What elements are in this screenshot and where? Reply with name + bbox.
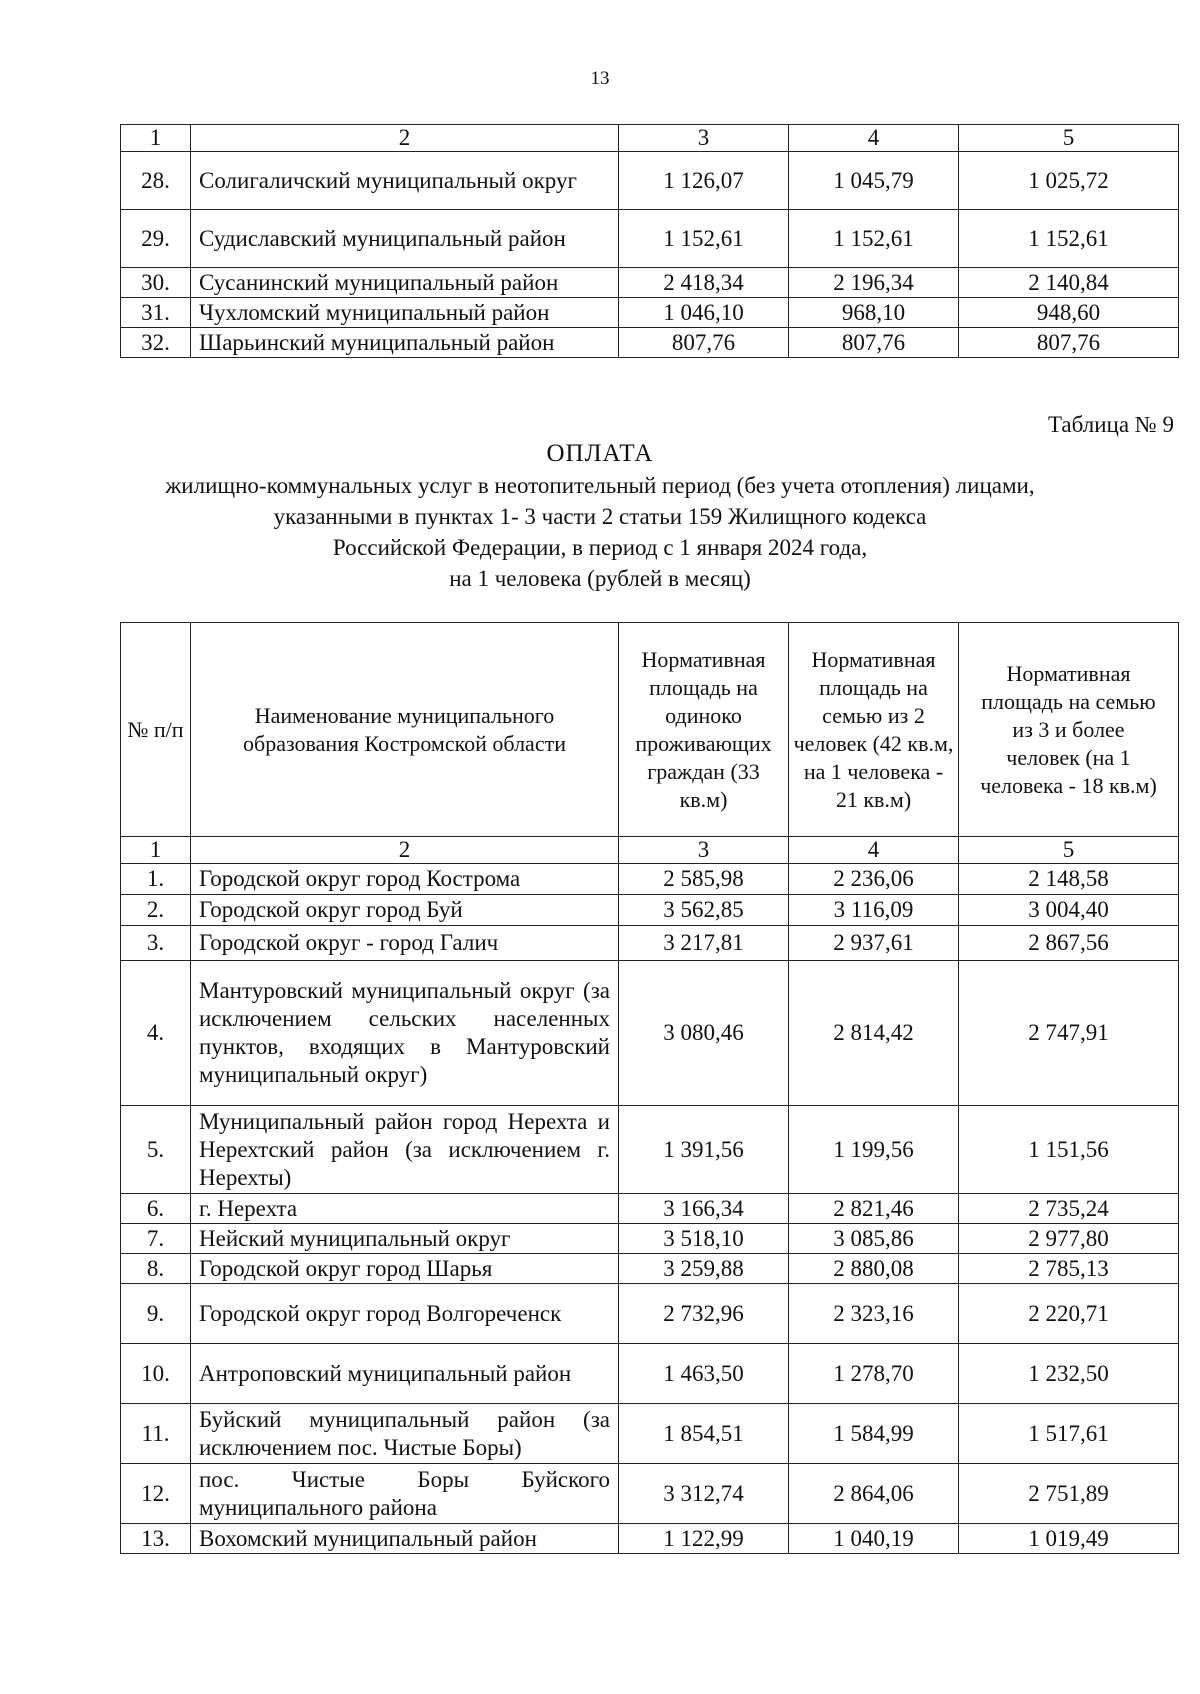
table-subtitle-line: Российской Федерации, в период с 1 января 2024 года, xyxy=(332,535,868,560)
row-number: 28. xyxy=(121,152,191,210)
col-number: 3 xyxy=(619,125,789,152)
value-cell: 2 785,13 xyxy=(959,1254,1179,1284)
row-number: 4. xyxy=(121,961,191,1106)
value-cell: 3 259,88 xyxy=(619,1254,789,1284)
value-cell: 2 585,98 xyxy=(619,864,789,895)
header-family-3: Нормативная площадь на семью из 3 и более человек (на 1 человека - 18 кв.м) xyxy=(959,623,1179,837)
column-number-row xyxy=(121,125,1179,152)
table-row xyxy=(121,895,1179,926)
col-number: 3 xyxy=(619,837,789,864)
municipality-name: г. Нерехта xyxy=(191,1194,619,1224)
value-cell: 3 166,34 xyxy=(619,1194,789,1224)
column-number-row xyxy=(121,837,1179,864)
municipality-name: Мантуровский муниципальный округ (за исключением сельских населенных пунктов, входящих в Мантуровский муниципальный округ) xyxy=(191,961,619,1106)
value-cell: 2 977,80 xyxy=(959,1224,1179,1254)
value-cell: 3 080,46 xyxy=(619,961,789,1106)
row-number: 11. xyxy=(121,1404,191,1464)
value-cell: 2 747,91 xyxy=(959,961,1179,1106)
value-cell: 968,10 xyxy=(789,298,959,328)
table-row xyxy=(121,328,1179,358)
header-family-2: Нормативная площадь на семью из 2 человек (42 кв.м, на 1 человека - 21 кв.м) xyxy=(789,623,959,837)
municipality-name: Нейский муниципальный округ xyxy=(191,1224,619,1254)
value-cell: 1 046,10 xyxy=(619,298,789,328)
row-number: 9. xyxy=(121,1284,191,1344)
table-row xyxy=(121,1344,1179,1404)
row-number: 3. xyxy=(121,926,191,961)
table-title: ОПЛАТА xyxy=(546,440,654,467)
table-row xyxy=(121,1284,1179,1344)
row-number: 1. xyxy=(121,864,191,895)
value-cell: 3 004,40 xyxy=(959,895,1179,926)
municipality-name: Городской округ город Буй xyxy=(191,895,619,926)
value-cell: 1 152,61 xyxy=(959,210,1179,268)
row-number: 5. xyxy=(121,1106,191,1194)
row-number: 7. xyxy=(121,1224,191,1254)
value-cell: 3 116,09 xyxy=(789,895,959,926)
value-cell: 2 821,46 xyxy=(789,1194,959,1224)
value-cell: 1 122,99 xyxy=(619,1524,789,1554)
row-number: 32. xyxy=(121,328,191,358)
value-cell: 2 220,71 xyxy=(959,1284,1179,1344)
municipality-name: Буйский муниципальный район (за исключением пос. Чистые Боры) xyxy=(191,1404,619,1464)
table-row xyxy=(121,210,1179,268)
value-cell: 1 045,79 xyxy=(789,152,959,210)
value-cell: 2 418,34 xyxy=(619,268,789,298)
municipality-name: Городской округ город Кострома xyxy=(191,864,619,895)
col-number: 1 xyxy=(121,125,191,152)
value-cell: 2 937,61 xyxy=(789,926,959,961)
row-number: 13. xyxy=(121,1524,191,1554)
col-number: 4 xyxy=(789,837,959,864)
value-cell: 2 814,42 xyxy=(789,961,959,1106)
municipality-name: Муниципальный район город Нерехта и Нерехтский район (за исключением г. Нерехты) xyxy=(191,1106,619,1194)
municipality-name: Городской округ - город Галич xyxy=(191,926,619,961)
table-row xyxy=(121,1194,1179,1224)
table-row xyxy=(121,1106,1179,1194)
value-cell: 3 518,10 xyxy=(619,1224,789,1254)
table-row xyxy=(121,1464,1179,1524)
table-subtitle-line: указанными в пунктах 1- 3 части 2 статьи 159 Жилищного кодекса xyxy=(273,504,927,529)
col-number: 1 xyxy=(121,837,191,864)
payment-table xyxy=(120,622,1179,1554)
value-cell: 2 323,16 xyxy=(789,1284,959,1344)
value-cell: 807,76 xyxy=(789,328,959,358)
value-cell: 1 391,56 xyxy=(619,1106,789,1194)
table-subtitle-line: на 1 человека (рублей в месяц) xyxy=(449,566,751,591)
municipality-name: Сусанинский муниципальный район xyxy=(191,268,619,298)
value-cell: 1 040,19 xyxy=(789,1524,959,1554)
table-row xyxy=(121,298,1179,328)
value-cell: 1 463,50 xyxy=(619,1344,789,1404)
municipality-name: Солигаличский муниципальный округ xyxy=(191,152,619,210)
value-cell: 1 517,61 xyxy=(959,1404,1179,1464)
header-row-number: № п/п xyxy=(121,623,191,837)
municipality-name: Шарьинский муниципальный район xyxy=(191,328,619,358)
value-cell: 2 196,34 xyxy=(789,268,959,298)
col-number: 4 xyxy=(789,125,959,152)
col-number: 5 xyxy=(959,837,1179,864)
value-cell: 1 151,56 xyxy=(959,1106,1179,1194)
value-cell: 2 751,89 xyxy=(959,1464,1179,1524)
table-row xyxy=(121,1224,1179,1254)
col-number: 2 xyxy=(191,837,619,864)
table-row xyxy=(121,1404,1179,1464)
table-title-block xyxy=(60,438,1140,594)
value-cell: 2 880,08 xyxy=(789,1254,959,1284)
value-cell: 3 312,74 xyxy=(619,1464,789,1524)
value-cell: 1 025,72 xyxy=(959,152,1179,210)
header-single: Нормативная площадь на одиноко проживающих граждан (33 кв.м) xyxy=(619,623,789,837)
value-cell: 2 148,58 xyxy=(959,864,1179,895)
table-subtitle-line: жилищно-коммунальных услуг в неотопительный период (без учета отопления) лицами, xyxy=(165,473,1035,498)
row-number: 12. xyxy=(121,1464,191,1524)
value-cell: 948,60 xyxy=(959,298,1179,328)
row-number: 2. xyxy=(121,895,191,926)
value-cell: 3 217,81 xyxy=(619,926,789,961)
col-number: 2 xyxy=(191,125,619,152)
value-cell: 1 019,49 xyxy=(959,1524,1179,1554)
municipality-name: Антроповский муниципальный район xyxy=(191,1344,619,1404)
municipality-name: пос. Чистые Боры Буйского муниципального района xyxy=(191,1464,619,1524)
row-number: 30. xyxy=(121,268,191,298)
value-cell: 2 236,06 xyxy=(789,864,959,895)
table-row xyxy=(121,926,1179,961)
value-cell: 1 152,61 xyxy=(789,210,959,268)
table-row xyxy=(121,268,1179,298)
municipality-name: Судиславский муниципальный район xyxy=(191,210,619,268)
municipality-name: Городской округ город Волгореченск xyxy=(191,1284,619,1344)
value-cell: 1 152,61 xyxy=(619,210,789,268)
value-cell: 2 732,96 xyxy=(619,1284,789,1344)
value-cell: 807,76 xyxy=(619,328,789,358)
page-number: 13 xyxy=(590,68,610,89)
table-row xyxy=(121,961,1179,1106)
table-row xyxy=(121,864,1179,895)
table-caption-label: Таблица № 9 xyxy=(1047,412,1174,437)
value-cell: 1 199,56 xyxy=(789,1106,959,1194)
value-cell: 2 735,24 xyxy=(959,1194,1179,1224)
table-row xyxy=(121,1254,1179,1284)
value-cell: 1 232,50 xyxy=(959,1344,1179,1404)
value-cell: 3 085,86 xyxy=(789,1224,959,1254)
value-cell: 1 584,99 xyxy=(789,1404,959,1464)
municipality-name: Чухломский муниципальный район xyxy=(191,298,619,328)
value-cell: 1 854,51 xyxy=(619,1404,789,1464)
header-row xyxy=(121,623,1179,837)
value-cell: 2 864,06 xyxy=(789,1464,959,1524)
row-number: 29. xyxy=(121,210,191,268)
municipality-name: Городской округ город Шарья xyxy=(191,1254,619,1284)
value-cell: 1 126,07 xyxy=(619,152,789,210)
row-number: 31. xyxy=(121,298,191,328)
value-cell: 3 562,85 xyxy=(619,895,789,926)
value-cell: 1 278,70 xyxy=(789,1344,959,1404)
continued-table xyxy=(120,124,1179,358)
col-number: 5 xyxy=(959,125,1179,152)
value-cell: 2 867,56 xyxy=(959,926,1179,961)
municipality-name: Вохомский муниципальный район xyxy=(191,1524,619,1554)
row-number: 6. xyxy=(121,1194,191,1224)
value-cell: 2 140,84 xyxy=(959,268,1179,298)
row-number: 10. xyxy=(121,1344,191,1404)
header-municipality: Наименование муниципального образования Костромской области xyxy=(191,623,619,837)
value-cell: 807,76 xyxy=(959,328,1179,358)
row-number: 8. xyxy=(121,1254,191,1284)
table-row xyxy=(121,1524,1179,1554)
table-row xyxy=(121,152,1179,210)
